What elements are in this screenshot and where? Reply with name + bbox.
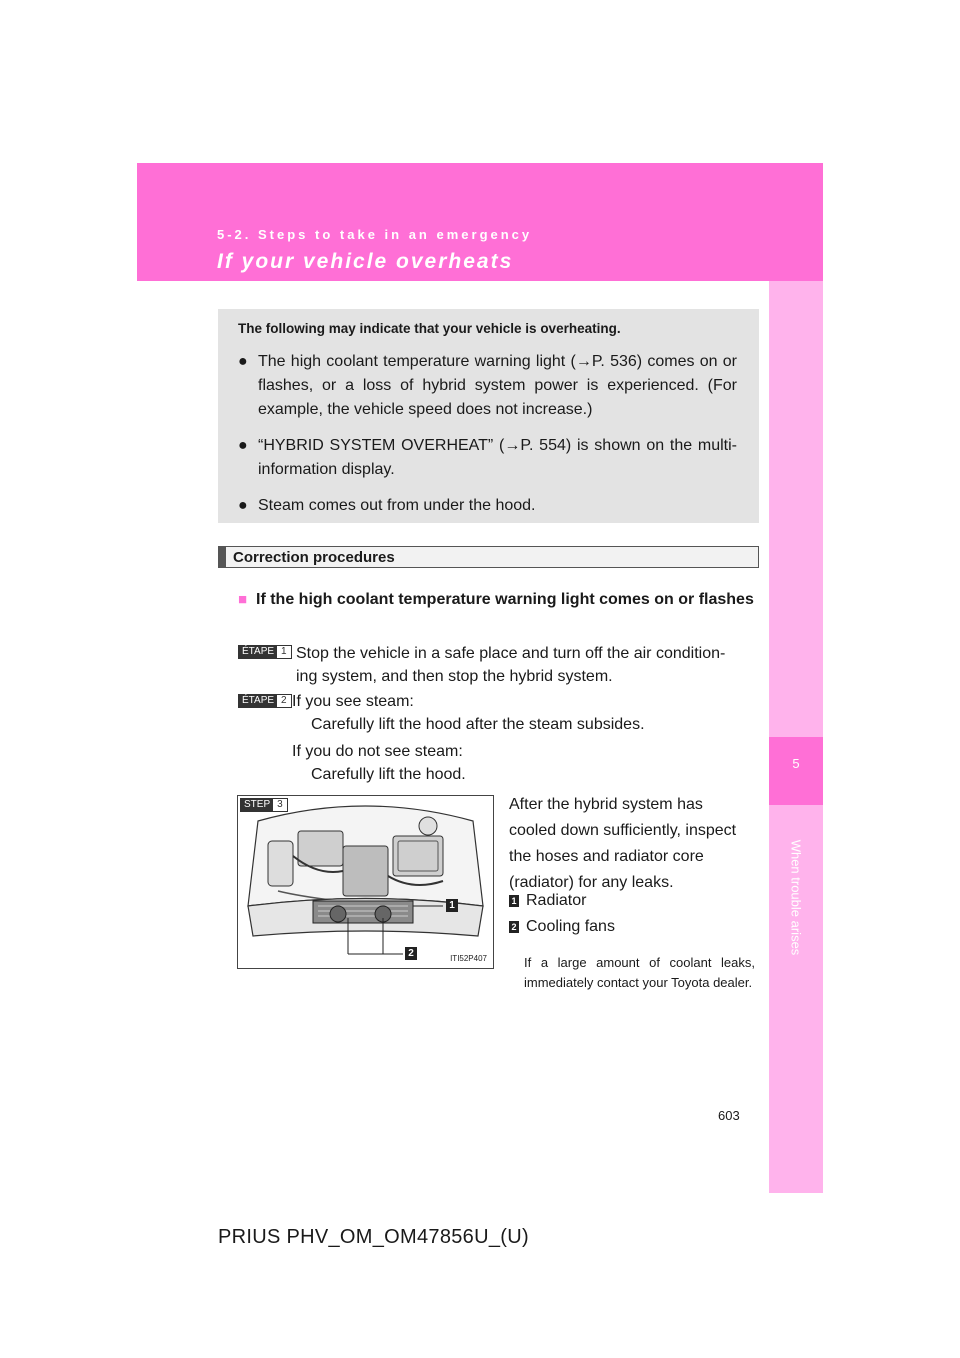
- section-label: 5-2. Steps to take in an emergency: [217, 227, 533, 242]
- symptoms-intro: The following may indicate that your vehicle is overheating.: [238, 321, 621, 336]
- step-3-line4: (radiator) for any leaks.: [509, 874, 674, 891]
- step-3-line3: the hoses and radiator core: [509, 848, 704, 865]
- chapter-number: 5: [792, 756, 800, 771]
- engine-bay-illustration: [238, 796, 493, 968]
- step-2-if-no-steam: If you do not see steam:: [292, 743, 463, 760]
- procedures-header: Correction procedures: [218, 546, 759, 568]
- coolant-leak-note: If a large amount of coolant leaks, immediately contact your Toyota dealer.: [524, 955, 755, 990]
- condition-heading: ■ If the high coolant temperature warning light comes on or flashes: [238, 588, 756, 611]
- symptom-item: ● The high coolant temperature warning light (→P. 536) comes on or flashes, or a loss of hybrid system power is experienced. (For example, the vehicle speed does not increase.): [238, 350, 737, 422]
- legend-num-1: 1: [509, 895, 519, 907]
- step-1-text-line1: Stop the vehicle in a safe place and turn off the air condition-: [296, 645, 726, 662]
- bullet-icon: ●: [238, 437, 248, 454]
- document-code: PRIUS PHV_OM_OM47856U_(U): [218, 1226, 529, 1248]
- square-icon: ■: [238, 591, 248, 608]
- chapter-tab[interactable]: [769, 737, 823, 805]
- step-2-if-no-steam-action: Carefully lift the hood.: [311, 766, 466, 783]
- bullet-icon: ●: [238, 497, 248, 514]
- symptom-item: ● “HYBRID SYSTEM OVERHEAT” (→P. 554) is shown on the multi-information display.: [238, 434, 737, 482]
- step-2-if-steam-action: Carefully lift the hood after the steam subsides.: [311, 716, 645, 733]
- legend-num-2: 2: [509, 921, 519, 933]
- step-3-line1: After the hybrid system has: [509, 796, 703, 813]
- step-3-line2: cooled down sufficiently, inspect: [509, 822, 737, 839]
- step-3-badge: STEP 3: [240, 798, 288, 812]
- figure-code: ITI52P407: [450, 954, 487, 963]
- symptom-item: ● Steam comes out from under the hood.: [238, 494, 737, 518]
- symptoms-box: [218, 309, 759, 523]
- header-bar: [219, 547, 226, 567]
- callout-1: 1: [446, 899, 458, 912]
- engine-bay-figure: [237, 795, 494, 969]
- step-2-badge: ÉTAPE 2: [238, 694, 292, 708]
- chapter-title: When trouble arises: [788, 839, 804, 956]
- callout-2: 2: [405, 947, 417, 960]
- step-2-if-steam: If you see steam:: [292, 693, 414, 710]
- bullet-icon: ●: [238, 353, 248, 370]
- page-title: If your vehicle overheats: [217, 250, 514, 273]
- step-1-badge: ÉTAPE 1: [238, 645, 292, 659]
- step-1-text-line2: ing system, and then stop the hybrid system.: [296, 668, 613, 685]
- page-number: 603: [718, 1108, 740, 1123]
